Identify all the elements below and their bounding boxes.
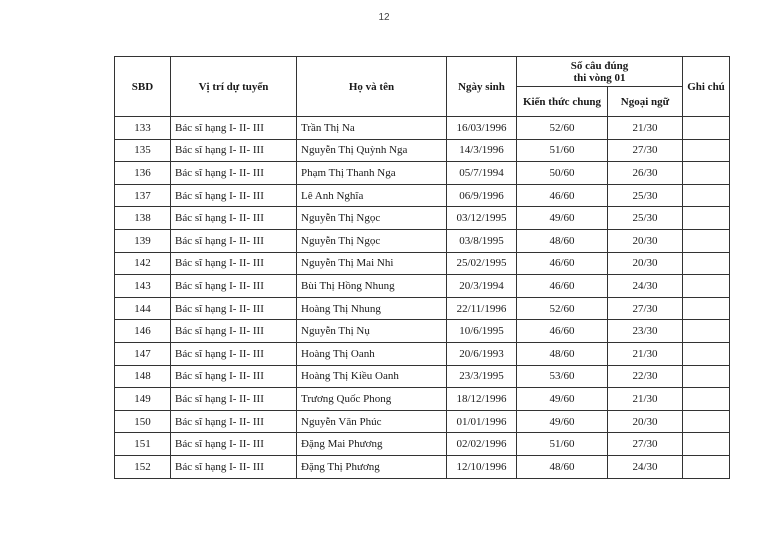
- cell-foreign-language: 24/30: [608, 275, 683, 298]
- cell-general-knowledge: 46/60: [517, 184, 608, 207]
- cell-foreign-language: 27/30: [608, 433, 683, 456]
- cell-note: [683, 433, 730, 456]
- cell-note: [683, 139, 730, 162]
- cell-position: Bác sĩ hạng I- II- III: [171, 455, 297, 478]
- header-dob: Ngày sinh: [447, 57, 517, 117]
- table-row: [115, 184, 730, 207]
- results-table: [114, 56, 730, 479]
- cell-dob: 25/02/1995: [447, 252, 517, 275]
- cell-foreign-language: 21/30: [608, 342, 683, 365]
- cell-name: Hoàng Thị Oanh: [297, 342, 447, 365]
- cell-sbd: 142: [115, 252, 171, 275]
- table-row: [115, 139, 730, 162]
- cell-sbd: 137: [115, 184, 171, 207]
- cell-note: [683, 162, 730, 185]
- cell-position: Bác sĩ hạng I- II- III: [171, 139, 297, 162]
- header-name: Họ và tên: [297, 57, 447, 117]
- cell-dob: 06/9/1996: [447, 184, 517, 207]
- table-row: [115, 162, 730, 185]
- cell-position: Bác sĩ hạng I- II- III: [171, 320, 297, 343]
- cell-sbd: 144: [115, 297, 171, 320]
- cell-sbd: 133: [115, 117, 171, 140]
- cell-note: [683, 320, 730, 343]
- cell-note: [683, 365, 730, 388]
- header-foreign-language: Ngoại ngữ: [608, 87, 683, 117]
- cell-name: Trần Thị Na: [297, 117, 447, 140]
- cell-sbd: 143: [115, 275, 171, 298]
- page-number: 12: [378, 12, 390, 23]
- cell-sbd: 139: [115, 229, 171, 252]
- table-row: [115, 207, 730, 230]
- table-row: [115, 410, 730, 433]
- cell-general-knowledge: 52/60: [517, 117, 608, 140]
- cell-dob: 03/8/1995: [447, 229, 517, 252]
- header-score-group-line1: Số câu đúng: [570, 59, 629, 72]
- cell-name: Nguyễn Văn Phúc: [297, 410, 447, 433]
- cell-position: Bác sĩ hạng I- II- III: [171, 117, 297, 140]
- cell-position: Bác sĩ hạng I- II- III: [171, 275, 297, 298]
- cell-note: [683, 184, 730, 207]
- table-row: [115, 388, 730, 411]
- cell-dob: 03/12/1995: [447, 207, 517, 230]
- cell-general-knowledge: 50/60: [517, 162, 608, 185]
- cell-dob: 05/7/1994: [447, 162, 517, 185]
- cell-foreign-language: 21/30: [608, 117, 683, 140]
- table-row: [115, 229, 730, 252]
- table-row: [115, 117, 730, 140]
- cell-position: Bác sĩ hạng I- II- III: [171, 433, 297, 456]
- cell-sbd: 136: [115, 162, 171, 185]
- cell-note: [683, 342, 730, 365]
- cell-general-knowledge: 46/60: [517, 252, 608, 275]
- cell-sbd: 150: [115, 410, 171, 433]
- cell-general-knowledge: 49/60: [517, 410, 608, 433]
- cell-note: [683, 117, 730, 140]
- cell-dob: 16/03/1996: [447, 117, 517, 140]
- cell-general-knowledge: 46/60: [517, 275, 608, 298]
- cell-general-knowledge: 49/60: [517, 207, 608, 230]
- cell-name: Phạm Thị Thanh Nga: [297, 162, 447, 185]
- cell-general-knowledge: 51/60: [517, 433, 608, 456]
- cell-note: [683, 388, 730, 411]
- cell-sbd: 151: [115, 433, 171, 456]
- cell-name: Trương Quốc Phong: [297, 388, 447, 411]
- cell-dob: 12/10/1996: [447, 455, 517, 478]
- cell-name: Nguyễn Thị Ngọc: [297, 207, 447, 230]
- cell-name: Hoàng Thị Nhung: [297, 297, 447, 320]
- cell-name: Nguyễn Thị Quỳnh Nga: [297, 139, 447, 162]
- cell-position: Bác sĩ hạng I- II- III: [171, 388, 297, 411]
- table-header: [115, 57, 730, 117]
- cell-sbd: 135: [115, 139, 171, 162]
- cell-note: [683, 252, 730, 275]
- header-note: Ghi chú: [683, 57, 730, 117]
- cell-note: [683, 410, 730, 433]
- cell-dob: 01/01/1996: [447, 410, 517, 433]
- header-sbd: SBD: [115, 57, 171, 117]
- cell-foreign-language: 22/30: [608, 365, 683, 388]
- cell-name: Nguyễn Thị Mai Nhi: [297, 252, 447, 275]
- header-general-knowledge: Kiến thức chung: [517, 87, 608, 117]
- cell-dob: 14/3/1996: [447, 139, 517, 162]
- table-row: [115, 252, 730, 275]
- cell-dob: 10/6/1995: [447, 320, 517, 343]
- cell-general-knowledge: 49/60: [517, 388, 608, 411]
- table-row: [115, 365, 730, 388]
- cell-sbd: 149: [115, 388, 171, 411]
- cell-general-knowledge: 51/60: [517, 139, 608, 162]
- cell-foreign-language: 20/30: [608, 229, 683, 252]
- cell-sbd: 152: [115, 455, 171, 478]
- table-row: [115, 455, 730, 478]
- cell-sbd: 148: [115, 365, 171, 388]
- cell-position: Bác sĩ hạng I- II- III: [171, 184, 297, 207]
- cell-position: Bác sĩ hạng I- II- III: [171, 252, 297, 275]
- cell-position: Bác sĩ hạng I- II- III: [171, 410, 297, 433]
- cell-general-knowledge: 48/60: [517, 342, 608, 365]
- cell-note: [683, 275, 730, 298]
- cell-name: Đặng Mai Phương: [297, 433, 447, 456]
- cell-general-knowledge: 53/60: [517, 365, 608, 388]
- cell-note: [683, 207, 730, 230]
- cell-foreign-language: 27/30: [608, 297, 683, 320]
- cell-position: Bác sĩ hạng I- II- III: [171, 297, 297, 320]
- table-row: [115, 275, 730, 298]
- cell-foreign-language: 24/30: [608, 455, 683, 478]
- cell-foreign-language: 25/30: [608, 207, 683, 230]
- cell-general-knowledge: 48/60: [517, 229, 608, 252]
- cell-note: [683, 455, 730, 478]
- cell-position: Bác sĩ hạng I- II- III: [171, 342, 297, 365]
- cell-dob: 20/6/1993: [447, 342, 517, 365]
- cell-dob: 02/02/1996: [447, 433, 517, 456]
- cell-position: Bác sĩ hạng I- II- III: [171, 229, 297, 252]
- table-row: [115, 342, 730, 365]
- cell-name: Hoàng Thị Kiều Oanh: [297, 365, 447, 388]
- cell-position: Bác sĩ hạng I- II- III: [171, 162, 297, 185]
- cell-dob: 23/3/1995: [447, 365, 517, 388]
- cell-sbd: 146: [115, 320, 171, 343]
- cell-position: Bác sĩ hạng I- II- III: [171, 365, 297, 388]
- cell-sbd: 147: [115, 342, 171, 365]
- cell-foreign-language: 26/30: [608, 162, 683, 185]
- cell-name: Nguyễn Thị Ngọc: [297, 229, 447, 252]
- cell-note: [683, 297, 730, 320]
- cell-dob: 22/11/1996: [447, 297, 517, 320]
- cell-general-knowledge: 46/60: [517, 320, 608, 343]
- cell-dob: 20/3/1994: [447, 275, 517, 298]
- cell-name: Lê Anh Nghĩa: [297, 184, 447, 207]
- cell-foreign-language: 20/30: [608, 410, 683, 433]
- cell-general-knowledge: 52/60: [517, 297, 608, 320]
- table-body: [115, 117, 730, 479]
- table-row: [115, 433, 730, 456]
- cell-name: Nguyễn Thị Nụ: [297, 320, 447, 343]
- header-score-group-line2: thi vòng 01: [573, 71, 626, 84]
- table-row: [115, 320, 730, 343]
- cell-sbd: 138: [115, 207, 171, 230]
- cell-dob: 18/12/1996: [447, 388, 517, 411]
- cell-foreign-language: 25/30: [608, 184, 683, 207]
- cell-position: Bác sĩ hạng I- II- III: [171, 207, 297, 230]
- header-position: Vị trí dự tuyển: [171, 57, 297, 117]
- table-row: [115, 297, 730, 320]
- cell-foreign-language: 23/30: [608, 320, 683, 343]
- cell-general-knowledge: 48/60: [517, 455, 608, 478]
- header-score-group: [517, 57, 683, 87]
- cell-foreign-language: 21/30: [608, 388, 683, 411]
- cell-name: Đặng Thị Phương: [297, 455, 447, 478]
- cell-note: [683, 229, 730, 252]
- cell-foreign-language: 20/30: [608, 252, 683, 275]
- cell-name: Bùi Thị Hồng Nhung: [297, 275, 447, 298]
- cell-foreign-language: 27/30: [608, 139, 683, 162]
